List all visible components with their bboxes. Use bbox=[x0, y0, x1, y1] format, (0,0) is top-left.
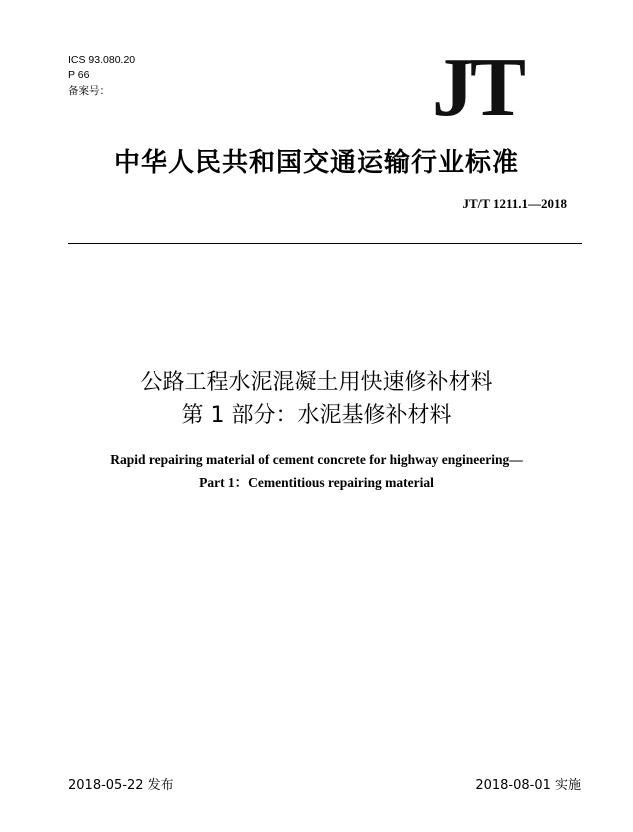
title-cn-line1: 公路工程水泥混凝土用快速修补材料 bbox=[140, 370, 493, 395]
record-number-label: 备案号： bbox=[68, 85, 110, 97]
ccs-code: P 66 bbox=[68, 69, 90, 81]
jt-logo: JT bbox=[432, 41, 523, 134]
title-en-line1: Rapid repairing material of cement concrete for highway engineering— bbox=[110, 452, 523, 467]
header-divider bbox=[68, 243, 582, 244]
title-en-line2: Part 1：Cementitious repairing material bbox=[199, 475, 434, 490]
standard-number: JT/T 1211.1—2018 bbox=[462, 196, 567, 211]
publish-date: 2018-05-22 发布 bbox=[68, 778, 174, 793]
ics-code: ICS 93.080.20 bbox=[68, 54, 136, 66]
implement-date: 2018-08-01 实施 bbox=[475, 778, 581, 793]
industry-standard-heading: 中华人民共和国交通运输行业标准 bbox=[113, 148, 519, 178]
title-cn-line2: 第 1 部分：水泥基修补材料 bbox=[181, 403, 452, 428]
